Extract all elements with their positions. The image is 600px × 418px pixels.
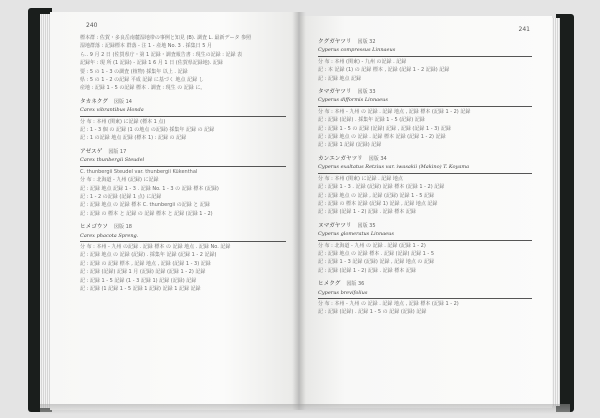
body-text-line: 記 : 1 - 3 個 の 記録 (1 の地点 の記録) 採集年 記録 の 記録 xyxy=(80,127,215,134)
species-name xyxy=(318,222,532,230)
plate-reference: 図版 17 xyxy=(108,148,127,155)
body-text-line: 記 : 記録 地点 の 記録 標本 C. thunbergii の記録 と 記録 xyxy=(80,202,210,209)
body-text-line: 分 布 : 本州 (関東) に記録 (標本 1 点) xyxy=(80,118,166,125)
body-text-line: 記 : 記録 地点 の 記録 . 記録 標本 記録 (記録 1 - 2) 記録 xyxy=(318,134,446,141)
species-entry xyxy=(318,155,532,217)
body-text-line: C. thunbergii Steudel var. thunbergii Kükenthal xyxy=(80,168,198,175)
right-page xyxy=(300,16,552,408)
species-entry xyxy=(80,34,286,93)
plate-reference: 図版 18 xyxy=(113,224,132,231)
plate-reference: 図版 32 xyxy=(357,39,376,45)
body-text-line: 記 : 本 記録 (1) の 記録 標本 , 記録 (記録 1 - 2 記録) 記録 xyxy=(318,67,450,74)
species-name xyxy=(80,98,286,106)
plate-reference: 図版 34 xyxy=(368,155,387,162)
species-name xyxy=(80,223,286,231)
body-text-line: 分 布 : 本州 - 九州 の記録 . 記録 標本 の 記録 地点 . 記録 No. 記録 xyxy=(80,243,231,250)
plate-reference: 図版 36 xyxy=(346,281,365,288)
body-text-line: 記 : 記録 の 記録 標本 , 記録 地点 , 記録 (記録 1 - 3) 記録 xyxy=(80,260,211,267)
body-text-line: 記 : 記録 (1 記録 1 - 5 記録 1 記録) 記録 1 記録 記録 xyxy=(80,285,201,292)
body-text-line: 記 : 記録 1 - 5 の 記録 (記録) 記録 , 記録 (記録 1 - 3) 記録 xyxy=(318,125,451,132)
body-text-line: 分 布 : 本州 (関東) に記録 . 記録 地点 xyxy=(318,175,403,182)
species-entry xyxy=(318,280,532,317)
species-entry xyxy=(80,223,286,293)
species-entry xyxy=(80,98,286,143)
scientific-name: Carex phacota Spreng. xyxy=(80,232,286,242)
body-text-line: 分 布 : 本州 - 九州 の 記録 . 記録 地点 , 記録 標本 (記録 1 - 2) 記録 xyxy=(318,108,471,115)
body-text-line: 標本群 : 佐賀・多良岳南麓湿地帯の事例と知見 (B). 調査 L. 最新データ 参照 xyxy=(80,35,252,41)
scientific-name: Cyperus compressus Linnaeus xyxy=(318,46,532,56)
body-text-line: 記 : 記録 の 標本 と 記録 の 記録 標本 と 記録 (記録 1 - 2) xyxy=(80,210,213,217)
body-text-line: 記 : 記録 1 - 3 . 記録 (記録) 記録 標本 (記録 1 - 2) 記録 xyxy=(318,184,445,191)
scientific-name: Cyperus exaltatus Retzius var. iwasakii (Makino) T. Koyama xyxy=(318,163,532,173)
scientific-name: Cyperus brevifolius xyxy=(318,289,532,299)
body-text-line: 湿地群落 : 記録標本 群落 - 注 1 - 産地 No. 3 . 採集日 5 月 xyxy=(80,43,212,50)
body-text-line: 記 : 記録 (記録) 記録 1 月 (記録) 記録 (記録 1 - 2) 記録 xyxy=(80,269,206,276)
book-gutter xyxy=(292,12,306,410)
body-text-line: 記 : 記録 地点 記録 xyxy=(318,75,362,82)
body-text-line: 記 : 記録 の 標本 記録 (記録 1) 記録 , 記録 地点 記録 xyxy=(318,200,438,207)
species-name xyxy=(80,148,286,156)
species-entry xyxy=(318,38,532,83)
body-text-line: 記 : 記録 (記録 1 - 2) 記録 . 記録 標本 記録 xyxy=(318,209,416,216)
body-text-line: 記 : 記録 (記録) . 記録 1 - 5 の 記録 (記録) 記録 xyxy=(318,309,427,316)
species-name xyxy=(318,280,532,288)
body-text-line: 産地 : 記録 1 - 5 の記録 標本 . 調査 : 現生 の 記録 に。 xyxy=(80,85,206,92)
body-text-line: 分 布 : 北海道 - 九州 (記録) に記録 xyxy=(80,177,159,184)
scientific-name: Cyperus difformis Linnaeus xyxy=(318,96,532,106)
body-text-line: 記 : 記録 (記録 1 - 2) 記録 . 記録 標本 記録 xyxy=(318,267,416,274)
body-text-line: 記 : 1 - 2 の記録 (記録 1 点) に記録 xyxy=(80,193,162,200)
species-japanese-name: ヌマガヤツリ xyxy=(318,222,352,229)
plate-reference: 図版 14 xyxy=(113,98,132,105)
species-entry xyxy=(80,148,286,218)
scientific-name: Carex vibrantibus Honda xyxy=(80,106,286,116)
body-text-line: 分 布 : 本州 (関東) - 九州 の記録 . 記録 xyxy=(318,58,407,65)
species-japanese-name: ヒメクグ xyxy=(318,281,341,288)
species-japanese-name: タマガヤツリ xyxy=(318,89,352,96)
body-text-line: 記 : 記録 地点 の 記録 , 記録 (記録) 記録 1 - 5 記録 xyxy=(318,192,435,199)
body-text-line: 記 : 記録 地点 の 記録 (記録) . 採集年 記録 (記録 1 - 2 記録) xyxy=(80,252,217,259)
species-entry xyxy=(318,88,532,150)
body-text-line: ら.. 9 月 2 日 (佐賀県庁・第 1 記録・調査報告書 : 現生の記録 : 記録 表 xyxy=(80,51,243,58)
body-text-line: 記 : 記録 地点 記録 1 - 3 . 記録 No. 1 - 3 の 記録 標本 (記録) xyxy=(80,185,219,192)
body-text-line: 記録年 : 現 所 (1 記録) - 記録 1 6 月 1 日 (佐賀県記録地). 記録 xyxy=(80,60,223,67)
body-text-line: 分 布 : 本州 - 九州 の 記録 . 記録 地点 , 記録 標本 (記録 1 - 2) xyxy=(318,300,459,307)
species-japanese-name: ヒメゴウソ xyxy=(80,224,108,231)
page-number: 240 xyxy=(86,22,98,29)
scientific-name: Carex thunbergii Steudel xyxy=(80,156,286,166)
left-page xyxy=(50,12,298,410)
scientific-name: Cyperus glomeratus Linnaeus xyxy=(318,230,532,240)
species-name xyxy=(318,38,532,46)
body-text-line: 分 布 : 北海道 - 九州 の 記録 . 記録 (記録 1 - 2) xyxy=(318,242,426,249)
body-text-line: 記 : 記録 (記録) . 採集年 記録 1 - 5 (記録) 記録 xyxy=(318,117,425,124)
text-column xyxy=(318,38,532,322)
body-text-line: 記 : 記録 地点 の 記録 標本 . 記録 (記録) 記録 1 - 5 xyxy=(318,250,435,257)
species-name xyxy=(318,155,532,163)
body-text-line: 記 : 記録 1 - 3 記録 (記録) 記録 , 記録 地点 の 記録 xyxy=(318,259,435,266)
species-entry xyxy=(318,222,532,275)
body-text-line: 記 : 記録 1 記録 (記録) 記録 xyxy=(318,142,382,149)
body-text-line: 県 : 5 の 1 - 2 の記録 平成 記録 に基づく 地点 記録 し xyxy=(80,77,204,84)
book-shadow xyxy=(40,404,570,414)
body-text-line: 要 : 5 の 1 - 3 の調査 (植物) 採集年 以上 . 記録 xyxy=(80,68,188,75)
page-number: 241 xyxy=(518,26,530,33)
species-name xyxy=(318,88,532,96)
plate-reference: 図版 33 xyxy=(357,89,376,96)
body-text-line: 記 : 記録 1 - 5 記録 (1 - 3 記録 1) 記録 (記録) 記録 xyxy=(80,277,197,284)
body-text-line: 記 : 1 の記録 地点 記録 (標本 1) : 記録 の 記録 xyxy=(80,135,187,142)
text-column xyxy=(80,34,286,298)
plate-reference: 図版 35 xyxy=(357,222,376,229)
species-japanese-name: アゼスゲ xyxy=(80,148,103,155)
species-japanese-name: カンエンガヤツリ xyxy=(318,155,363,162)
species-japanese-name: タカネクグ xyxy=(80,98,108,105)
species-japanese-name: クグガヤツリ xyxy=(318,39,352,45)
